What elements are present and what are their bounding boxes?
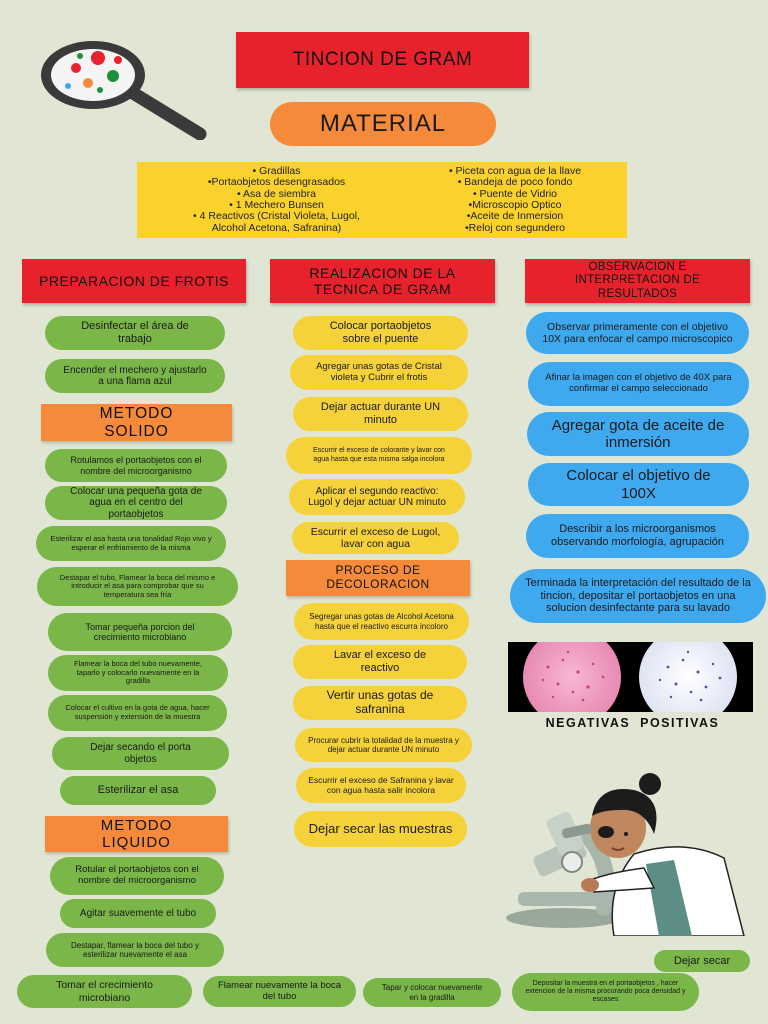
material-item: •Portaobjetos desengrasados: [207, 176, 346, 189]
materials-left: [149, 166, 404, 234]
solid-step: Esterilizar el asa hasta una tonalidad Rojo vivo y esperar el enfriamiento de la misma: [36, 526, 226, 561]
bottom-step: Depositar la muestra en el portaobjetos , hacer extencion de la misma procurando poca densidad y escases: [512, 973, 699, 1011]
decol-step: Dejar secar las muestras: [294, 811, 467, 847]
decol-step: Segregar unas gotas de Alcohol Acetona hasta que el reactivo escurra incoloro: [294, 603, 469, 640]
liquid-step: Rotular el portaobjetos con el nombre del microorganismo: [50, 857, 224, 895]
decol-step: Escurrir el exceso de Safranina y lavar con agua hasta salir incolora: [296, 768, 466, 803]
tech-step: Dejar actuar durante UN minuto: [293, 397, 468, 431]
scientist-microscope-illustration: [494, 768, 750, 936]
liquid-step: Destapar, flamear la boca del tubo y esterilizar nuevamente el asa: [46, 933, 224, 967]
material-item: •Reloj con segundero: [465, 221, 565, 234]
solid-step: Dejar secando el porta objetos: [52, 737, 229, 770]
materials-right: [415, 166, 615, 234]
liquid-method-title: METODO LIQUIDO: [45, 816, 228, 852]
tech-step: Agregar unas gotas de Cristal violeta y Cubrir el frotis: [290, 355, 468, 390]
material-item: • 1 Mechero Bunsen: [229, 198, 324, 211]
solid-method-title: METODO SOLIDO: [41, 404, 232, 441]
solid-step: Flamear la boca del tubo nuevamente, taparlo y colocarlo nuevamente en la gradilla: [48, 655, 228, 691]
obs-step: Agregar gota de aceite de inmersión: [527, 412, 749, 456]
obs-step: Terminada la interpretación del resultado de la tincion, depositar el portaobjetos en una solucion desinfectante para su lavado: [510, 569, 766, 623]
tech-column-title: REALIZACION DE LA TECNICA DE GRAM: [270, 259, 495, 303]
obs-step: Afinar la imagen con el objetivo de 40X para confirmar el campo seleccionado: [528, 362, 749, 406]
bottom-step: Dejar secar: [654, 950, 750, 972]
material-item: • 4 Reactivos (Cristal Violeta, Lugol,: [193, 210, 360, 223]
material-item: • Bandeja de poco fondo: [457, 176, 573, 189]
material-item: • Puente de Vidrio: [472, 187, 558, 200]
page-title: TINCION DE GRAM: [236, 32, 529, 88]
solid-step: Tomar pequeña porcion del crecimiento microbiano: [48, 613, 232, 651]
obs-column-title: OBSERVACION E INTERPRETACION DE RESULTADOS: [525, 259, 750, 303]
solid-step: Colocar una pequeña gota de agua en el centro del portaobjetos: [45, 486, 227, 520]
liquid-step: Agitar suavemente el tubo: [60, 899, 216, 928]
bottom-step: Tapar y colocar nuevamente en la gradilla: [363, 978, 501, 1007]
bottom-step: Flamear nuevamente la boca del tubo: [203, 976, 356, 1007]
obs-step: Describir a los microorganismos observando morfología, agrupación: [526, 514, 749, 558]
material-item: •Microscopio Optico: [468, 198, 562, 211]
solid-step: Esterilizar el asa: [60, 776, 216, 805]
decol-step: Vertir unas gotas de safranina: [293, 686, 467, 720]
decol-step: Procurar cubrir la totalidad de la muestra y dejar actuar durante UN minuto: [295, 728, 472, 762]
obs-step: Observar primeramente con el objetivo 10X para enfocar el campo microscopico: [526, 312, 749, 354]
material-item: • Asa de siembra: [237, 187, 316, 200]
tech-step: Escurrir el exceso de colorante y lavar con agua hasta que esta misma salga incolora: [286, 437, 472, 474]
prep-step: Desinfectar el área de trabajo: [45, 316, 225, 350]
gram-stain-micrograph-image: [508, 642, 753, 712]
materials-list: [137, 162, 627, 238]
result-labels: NEGATIVAS POSITIVAS: [545, 716, 720, 730]
solid-step: Destapar el tubo, Flamear la boca del mismo e introducir el asa para comprobar que su temperatura sea fría: [37, 567, 238, 606]
decoloration-title: PROCESO DE DECOLORACION: [286, 560, 470, 596]
prep-column-title: PREPARACION DE FROTIS: [22, 259, 246, 303]
micrograph-circles: [508, 642, 753, 712]
solid-step: Colocar el cultivo en la gota de agua, hacer suspensión y extensión de la muestra: [48, 695, 227, 731]
tech-step: Escurrir el exceso de Lugol, lavar con agua: [292, 522, 459, 554]
magnifying-glass-bacteria-icon: [38, 38, 210, 140]
obs-step: Colocar el objetivo de 100X: [528, 463, 749, 506]
material-item: • Piceta con agua de la llave: [448, 165, 582, 177]
material-item: • Gradillas: [252, 165, 301, 177]
material-item: Alcohol Acetona, Safranina): [211, 221, 342, 234]
bottom-step: Tomar el crecimiento microbiano: [17, 975, 192, 1008]
prep-step: Encender el mechero y ajustarlo a una flama azul: [45, 359, 225, 393]
tech-step: Colocar portaobjetos sobre el puente: [293, 316, 468, 350]
decol-step: Lavar el exceso de reactivo: [293, 645, 467, 679]
material-title: MATERIAL: [270, 102, 496, 146]
solid-step: Rotulamos el portaobjetos con el nombre del microorganismo: [45, 449, 227, 482]
material-item: •Aceite de Inmersion: [466, 210, 564, 223]
tech-step: Aplicar el segundo reactivo: Lugol y dejar actuar UN minuto: [289, 479, 465, 515]
